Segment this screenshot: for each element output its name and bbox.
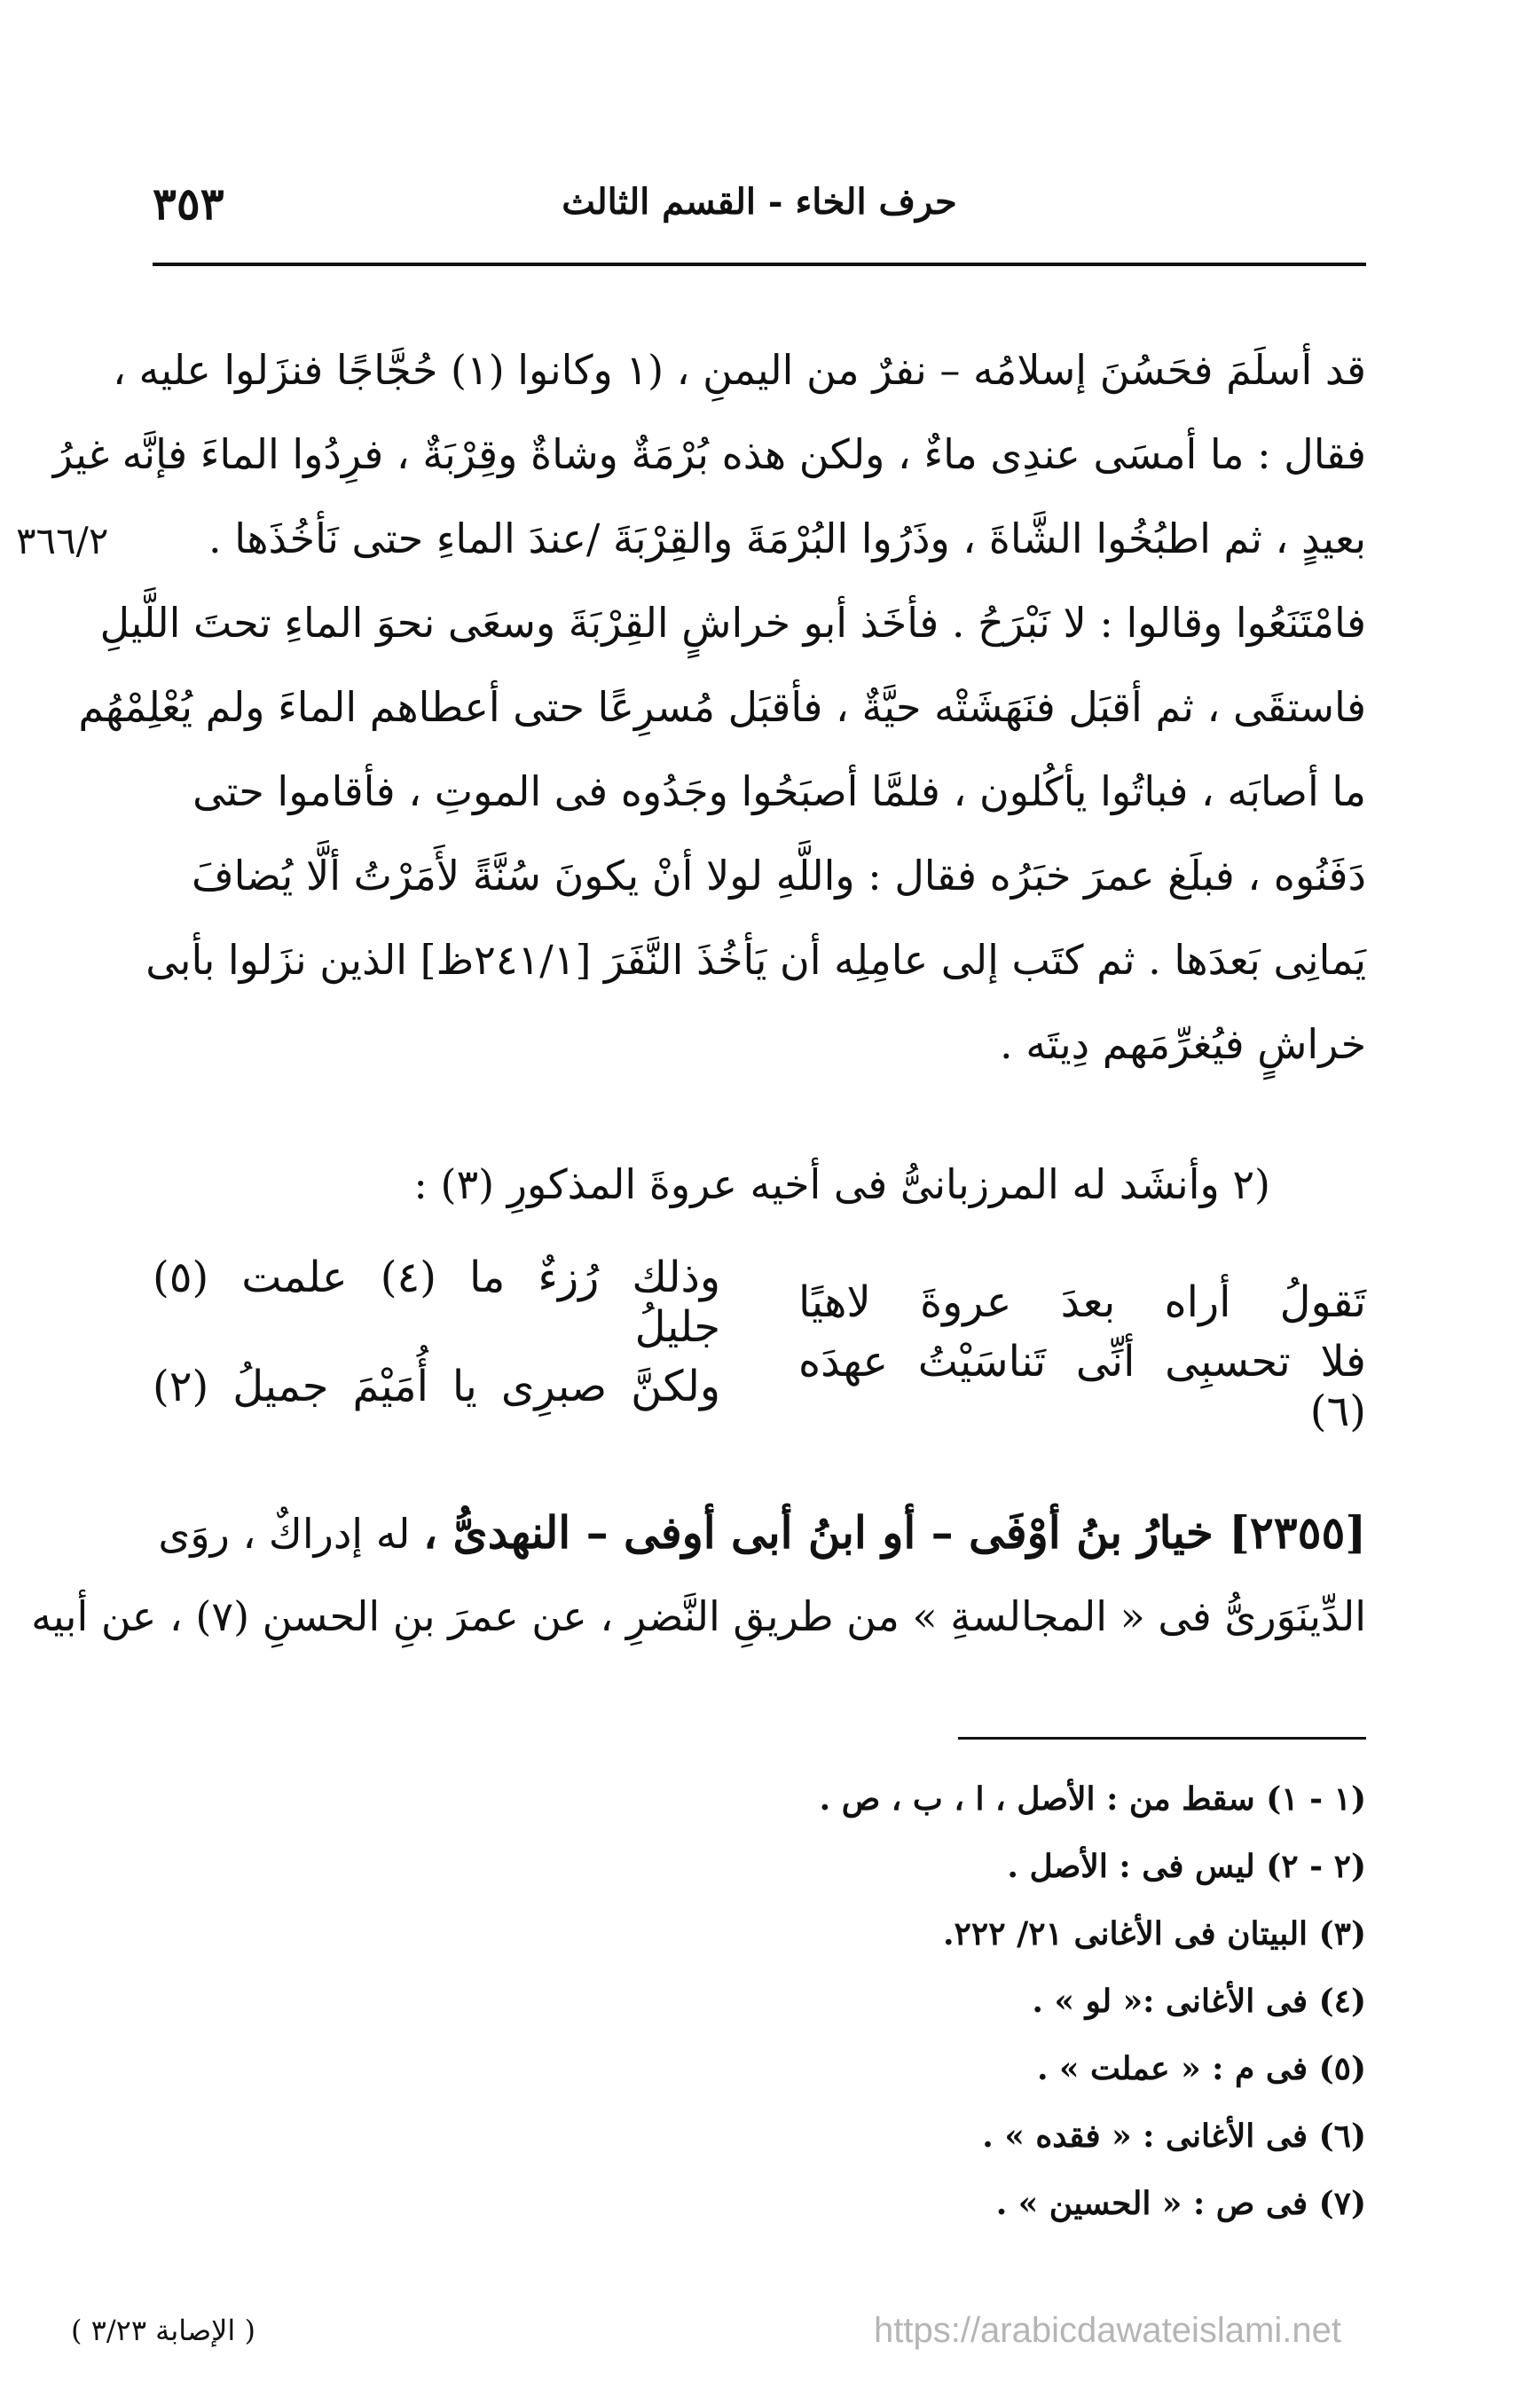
footnote: (٦) فى الأغانى : « فقده » .	[982, 2117, 1366, 2155]
entry-first-line	[153, 1490, 1366, 1575]
footnote: (٢ - ٢) ليس فى : الأصل .	[1007, 1848, 1366, 1885]
running-title: حرف الخاء - القسم الثالث	[562, 181, 957, 223]
text-line: فامْتَنَعُوا وقالوا : لا نَبْرَحُ . فأخَذ أبو خراشٍ القِرْبَةَ وسعَى نحوَ الماءِ تحتَ اللَّيلِ	[99, 599, 1366, 647]
text-line: يَمانِى بَعدَها . ثم كتَب إلى عامِلِه أن يَأخُذَ النَّفَرَ [٢٤١/١ظ] الذين نزَلوا بأبى	[145, 936, 1366, 984]
poem-intro: (٢ وأنشَد له المرزبانىُّ فى أخيه عروةَ المذكورِ (٣) :	[413, 1160, 1270, 1208]
verse-second-hemistich: ولكنَّ صبرِى يا أُمَيْمَ جميلُ (٢)	[153, 1361, 720, 1411]
watermark-url: https://arabicdawateislami.net	[874, 2311, 1341, 2350]
entry-second-line: الدِّينَوَرىُّ فى « المجالسةِ » من طريقِ النَّضرِ ، عن عمرَ بنِ الحسنِ (٧) ، عن أبيه	[31, 1592, 1366, 1640]
footnote: (١ - ١) سقط من : الأصل ، ا ، ب ، ص .	[819, 1780, 1366, 1818]
text-line: ما أصابَه ، فباتُوا يأكُلون ، فلمَّا أصبَحُوا وجَدُوه فى الموتِ ، فأقاموا حتى	[192, 767, 1366, 815]
verse	[153, 1336, 1366, 1436]
footnote-divider	[958, 1737, 1366, 1740]
footnote: (٣) البيتان فى الأغانى ٢١/ ٢٢٢.	[942, 1915, 1366, 1952]
verse	[153, 1252, 1366, 1352]
text-line: خراشٍ فيُغرِّمَهم دِيتَه .	[1000, 1020, 1366, 1068]
entry-text: له إدراكٌ ، روَى	[158, 1510, 411, 1558]
footnote: (٤) فى الأغانى :« لو » .	[1032, 1983, 1366, 2020]
entry-heading: [٢٣٥٥] خيارُ بنُ أوْفَى – أو ابنُ أبى أوفى – النهدىُّ ،	[423, 1506, 1366, 1559]
volume-reference: ( الإصابة ٣/٢٣ )	[71, 2314, 255, 2347]
footnote: (٧) فى ص : « الحسين » .	[995, 2185, 1366, 2222]
text-line: فاستقَى ، ثم أقبَل فنَهَشَتْه حيَّةٌ ، فأقبَل مُسرِعًا حتى أعطاهم الماءَ ولم يُعْلِمْهُم	[78, 683, 1366, 731]
margin-reference: ٣٦٦/٢	[16, 519, 109, 562]
verse-first-hemistich: فلا تحسبِى أنِّى تَناسَيْتُ عهدَه (٦)	[798, 1336, 1366, 1436]
biography-entry	[31, 1490, 1366, 1659]
footnote: (٥) فى م : « عملت » .	[1036, 2050, 1366, 2087]
verse-first-hemistich: تَقولُ أراه بعدَ عروةَ لاهيًا	[798, 1277, 1366, 1327]
text-line: قد أسلَمَ فحَسُنَ إسلامُه – نفرٌ من اليمنِ ، (١ وكانوا (١) حُجَّاجًا فنزَلوا عليه ،	[113, 346, 1366, 394]
text-line: بعيدٍ ، ثم اطبُخُوا الشَّاةَ ، وذَرُوا البُرْمَةَ والقِرْبَةَ /عندَ الماءِ حتى نَأخُذَها .	[208, 515, 1366, 562]
verse-second-hemistich: وذلك رُزءٌ ما (٤) علمت (٥) جليلُ	[153, 1252, 720, 1352]
footnotes	[153, 1765, 1366, 2237]
header-rule	[153, 263, 1366, 266]
page-header	[153, 177, 1366, 248]
text-line: دَفَنُوه ، فبلَغ عمرَ خبَرُه فقال : واللَّهِ لولا أنْ يكونَ سُنَّةً لأَمَرْتُ ألَّا يُضافَ	[191, 852, 1366, 900]
text-line: فقال : ما أمسَى عندِى ماءٌ ، ولكن هذه بُرْمَةٌ وشاةٌ وقِرْبَةٌ ، فرِدُوا الماءَ فإنَّه غيرُ	[52, 430, 1366, 478]
poem-verses	[153, 1252, 1366, 1436]
page-number: ٣٥٣	[153, 177, 224, 230]
